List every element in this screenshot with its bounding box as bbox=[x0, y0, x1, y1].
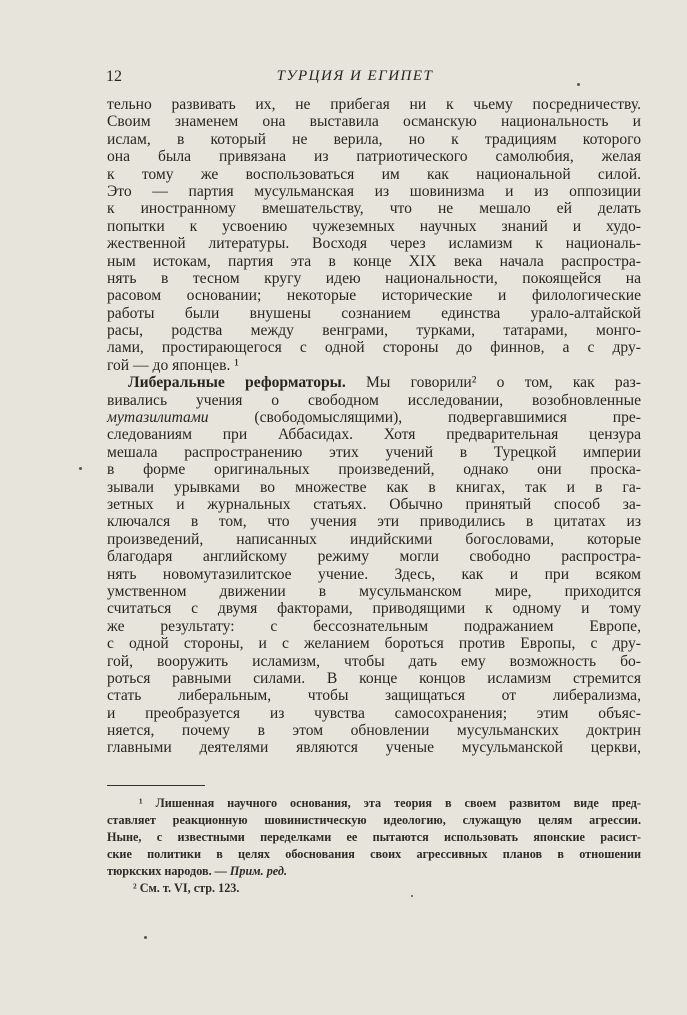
page-number: 12 bbox=[106, 68, 122, 85]
text-line: мешала распространению этих учений в Турецкой империи bbox=[107, 443, 641, 461]
text-line: умственном движении в мусульманском мире, приходится bbox=[107, 582, 641, 600]
text-line: благодаря английскому режиму могли свободно распростра- bbox=[107, 548, 641, 566]
text-line: к иностранному вмешательству, что не мешало ей делать bbox=[107, 200, 641, 218]
editor-note: Прим. ред. bbox=[229, 864, 287, 878]
section-heading: Либеральные реформаторы. bbox=[128, 374, 346, 392]
scan-speck bbox=[144, 936, 147, 939]
text-line: следованиям при Аббасидах. Хотя предварительная цензура bbox=[107, 426, 641, 444]
text-line: тельно развивать их, не прибегая ни к чьему посредничеству. bbox=[107, 96, 641, 113]
text-line: гой, вооружить исламизм, чтобы дать ему возможность бо- bbox=[107, 652, 641, 670]
text-line: и преобразуется из чувства самосохранения; этим объяс- bbox=[107, 704, 641, 722]
running-title: ТУРЦИЯ И ЕГИПЕТ bbox=[276, 68, 434, 84]
text-line: ислам, в который не верила, но к традициям которого bbox=[107, 130, 641, 148]
text-line: лами, простирающегося с одной стороны до финнов, а с дру- bbox=[107, 339, 641, 357]
body-text bbox=[107, 96, 641, 757]
text-line: жественной литературы. Восходя через исламизм к националь- bbox=[107, 235, 641, 253]
text-line: расы, родства между венграми, турками, татарами, монго- bbox=[107, 322, 641, 340]
text-line: зетных и журнальных статьях. Обычно принятый способ за- bbox=[107, 495, 641, 513]
text-span: (свободомыслящими), подвергавшимися пре- bbox=[254, 409, 641, 427]
text-line: стать либеральным, чтобы защищаться от либерализма, bbox=[107, 687, 641, 705]
text-line: вивались учения о свободном исследовании, возобновленные bbox=[107, 391, 641, 409]
text-line: в форме оригинальных произведений, однако они проска- bbox=[107, 461, 641, 479]
text-line: ным истокам, партия эта в конце XIX века начала распростра- bbox=[107, 252, 641, 270]
footnote-divider bbox=[107, 785, 205, 786]
text-line: Своим знаменем она выставила османскую национальность и bbox=[107, 113, 641, 131]
text-span: тюркских народов. — bbox=[107, 864, 227, 878]
text-span: Мы говорили² о том, как раз- bbox=[366, 374, 641, 392]
footnote-line bbox=[107, 863, 641, 880]
section-heading-line bbox=[107, 374, 641, 391]
text-line: считаться с двумя факторами, приводящими к одному и тому bbox=[107, 600, 641, 618]
scan-speck bbox=[577, 83, 580, 86]
footnote-2: ² См. т. VI, стр. 123. bbox=[133, 881, 240, 895]
text-line: же результату: с бессознательным подражанием Европе, bbox=[107, 617, 641, 635]
text-line: гой — до японцев. ¹ bbox=[107, 356, 239, 374]
text-line: ключался в том, что учения эти приводились в цитатах из bbox=[107, 513, 641, 531]
footnote-line: ставляет реакционную шовинистическую идеологию, служащую целям агрессии. bbox=[107, 813, 641, 827]
text-line: с одной стороны, и с желанием бороться против Европы, с дру- bbox=[107, 635, 641, 653]
italic-term: мутазилитами bbox=[107, 409, 209, 427]
text-line: зывали урывками во множестве как в книгах, так и в га- bbox=[107, 478, 641, 496]
footnote-line: ские политики в целях обоснования своих агрессивных планов в отношении bbox=[107, 847, 641, 861]
text-line: попытки к усвоению чужеземных научных знаний и худо- bbox=[107, 217, 641, 235]
text-line: произведений, написанных индийскими богословами, которые bbox=[107, 530, 641, 548]
text-line: расовом основании; некоторые исторические и филологические bbox=[107, 287, 641, 305]
text-line: к тому же воспользоваться им как национальной силой. bbox=[107, 165, 641, 183]
text-line: нять в тесном кругу идею национальности, покоящейся на bbox=[107, 269, 641, 287]
footnotes bbox=[107, 795, 641, 897]
text-line: няется, почему в этом обновлении мусульманских доктрин bbox=[107, 722, 641, 740]
scan-speck bbox=[79, 467, 82, 470]
text-line: работы были внушены сознанием единства урало-алтайской bbox=[107, 304, 641, 322]
text-line: роться равными силами. В конце концов исламизм стремится bbox=[107, 669, 641, 687]
text-line: нять новомутазилитское учение. Здесь, как и при всяком bbox=[107, 565, 641, 583]
scan-speck bbox=[411, 895, 413, 897]
footnote-line: Ныне, с известными переделками ее пытаются использовать японские расист- bbox=[107, 830, 641, 844]
footnote-line: ¹ Лишенная научного основания, эта теория в своем развитом виде пред- bbox=[139, 796, 641, 810]
text-line: она была привязана из патриотического самолюбия, желая bbox=[107, 148, 641, 166]
text-line: Это — партия мусульманская из шовинизма и из оппозиции bbox=[107, 182, 641, 200]
text-line: главными деятелями являются ученые мусульманской церкви, bbox=[107, 739, 641, 757]
text-line bbox=[107, 409, 641, 426]
